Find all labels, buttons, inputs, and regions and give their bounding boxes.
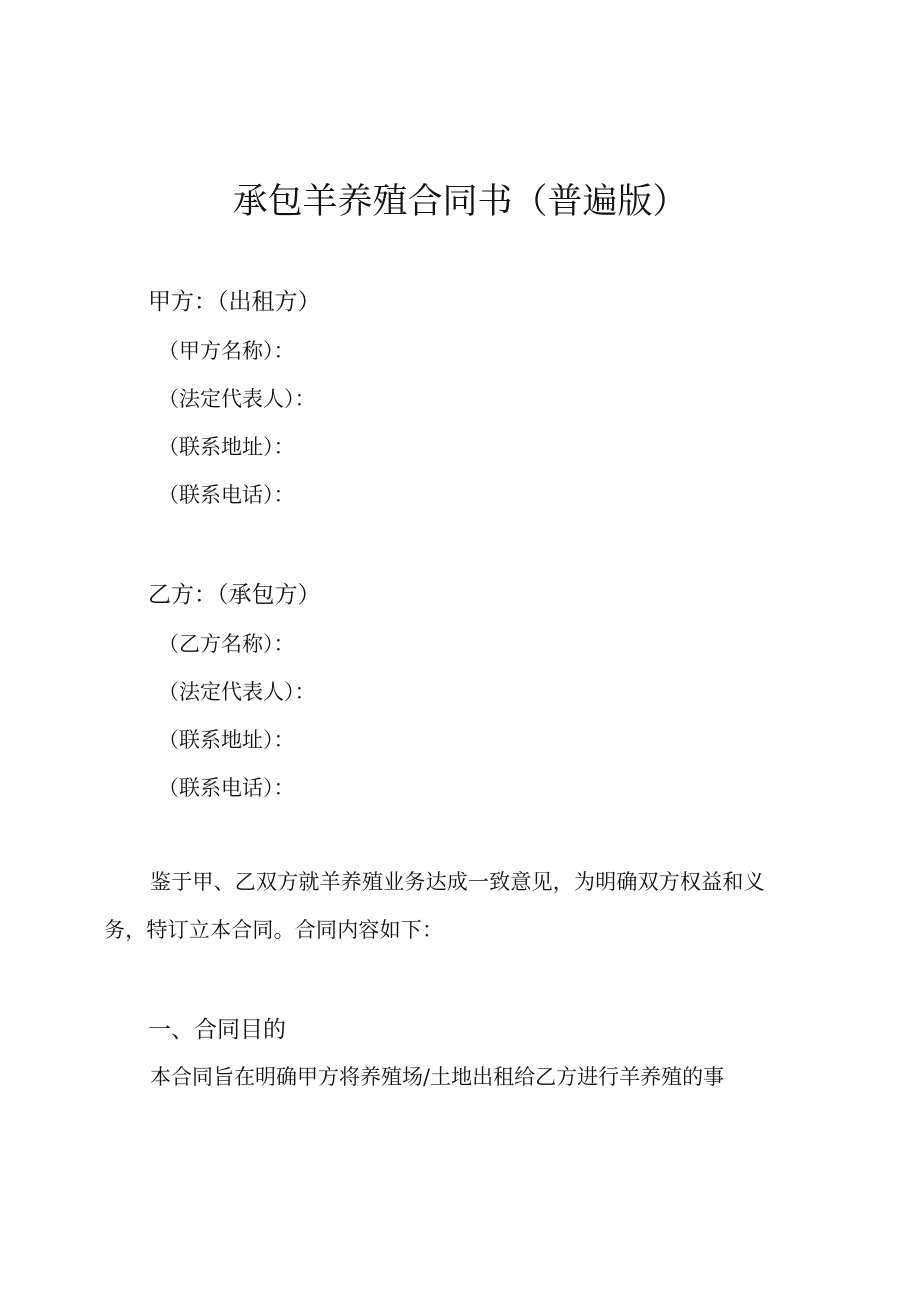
party-a-address-field: （联系地址）： bbox=[158, 435, 295, 459]
party-b-address-field: （联系地址）： bbox=[158, 728, 295, 752]
section-1-text: 本合同旨在明确甲方将养殖场/土地出租给乙方进行羊养殖的事 bbox=[150, 1065, 725, 1089]
party-a-phone-field: （联系电话）： bbox=[158, 483, 295, 507]
party-a-heading: 甲方：（出租方） bbox=[148, 289, 321, 315]
party-a-name-field: （甲方名称）： bbox=[158, 339, 295, 363]
party-b-name-field: （乙方名称）： bbox=[158, 632, 295, 656]
party-b-heading: 乙方：（承包方） bbox=[148, 582, 321, 608]
party-a-representative-field: （法定代表人）： bbox=[158, 387, 316, 411]
section-1-heading: 一、合同目的 bbox=[148, 1017, 286, 1043]
party-b-phone-field: （联系电话）： bbox=[158, 776, 295, 800]
document-title: 承包羊养殖合同书（普遍版） bbox=[232, 182, 688, 222]
preamble-paragraph: 鉴于甲、乙双方就羊养殖业务达成一致意见，为明确双方权益和义务，特订立本合同。合同内容如下： bbox=[104, 870, 765, 942]
party-b-representative-field: （法定代表人）： bbox=[158, 680, 316, 704]
